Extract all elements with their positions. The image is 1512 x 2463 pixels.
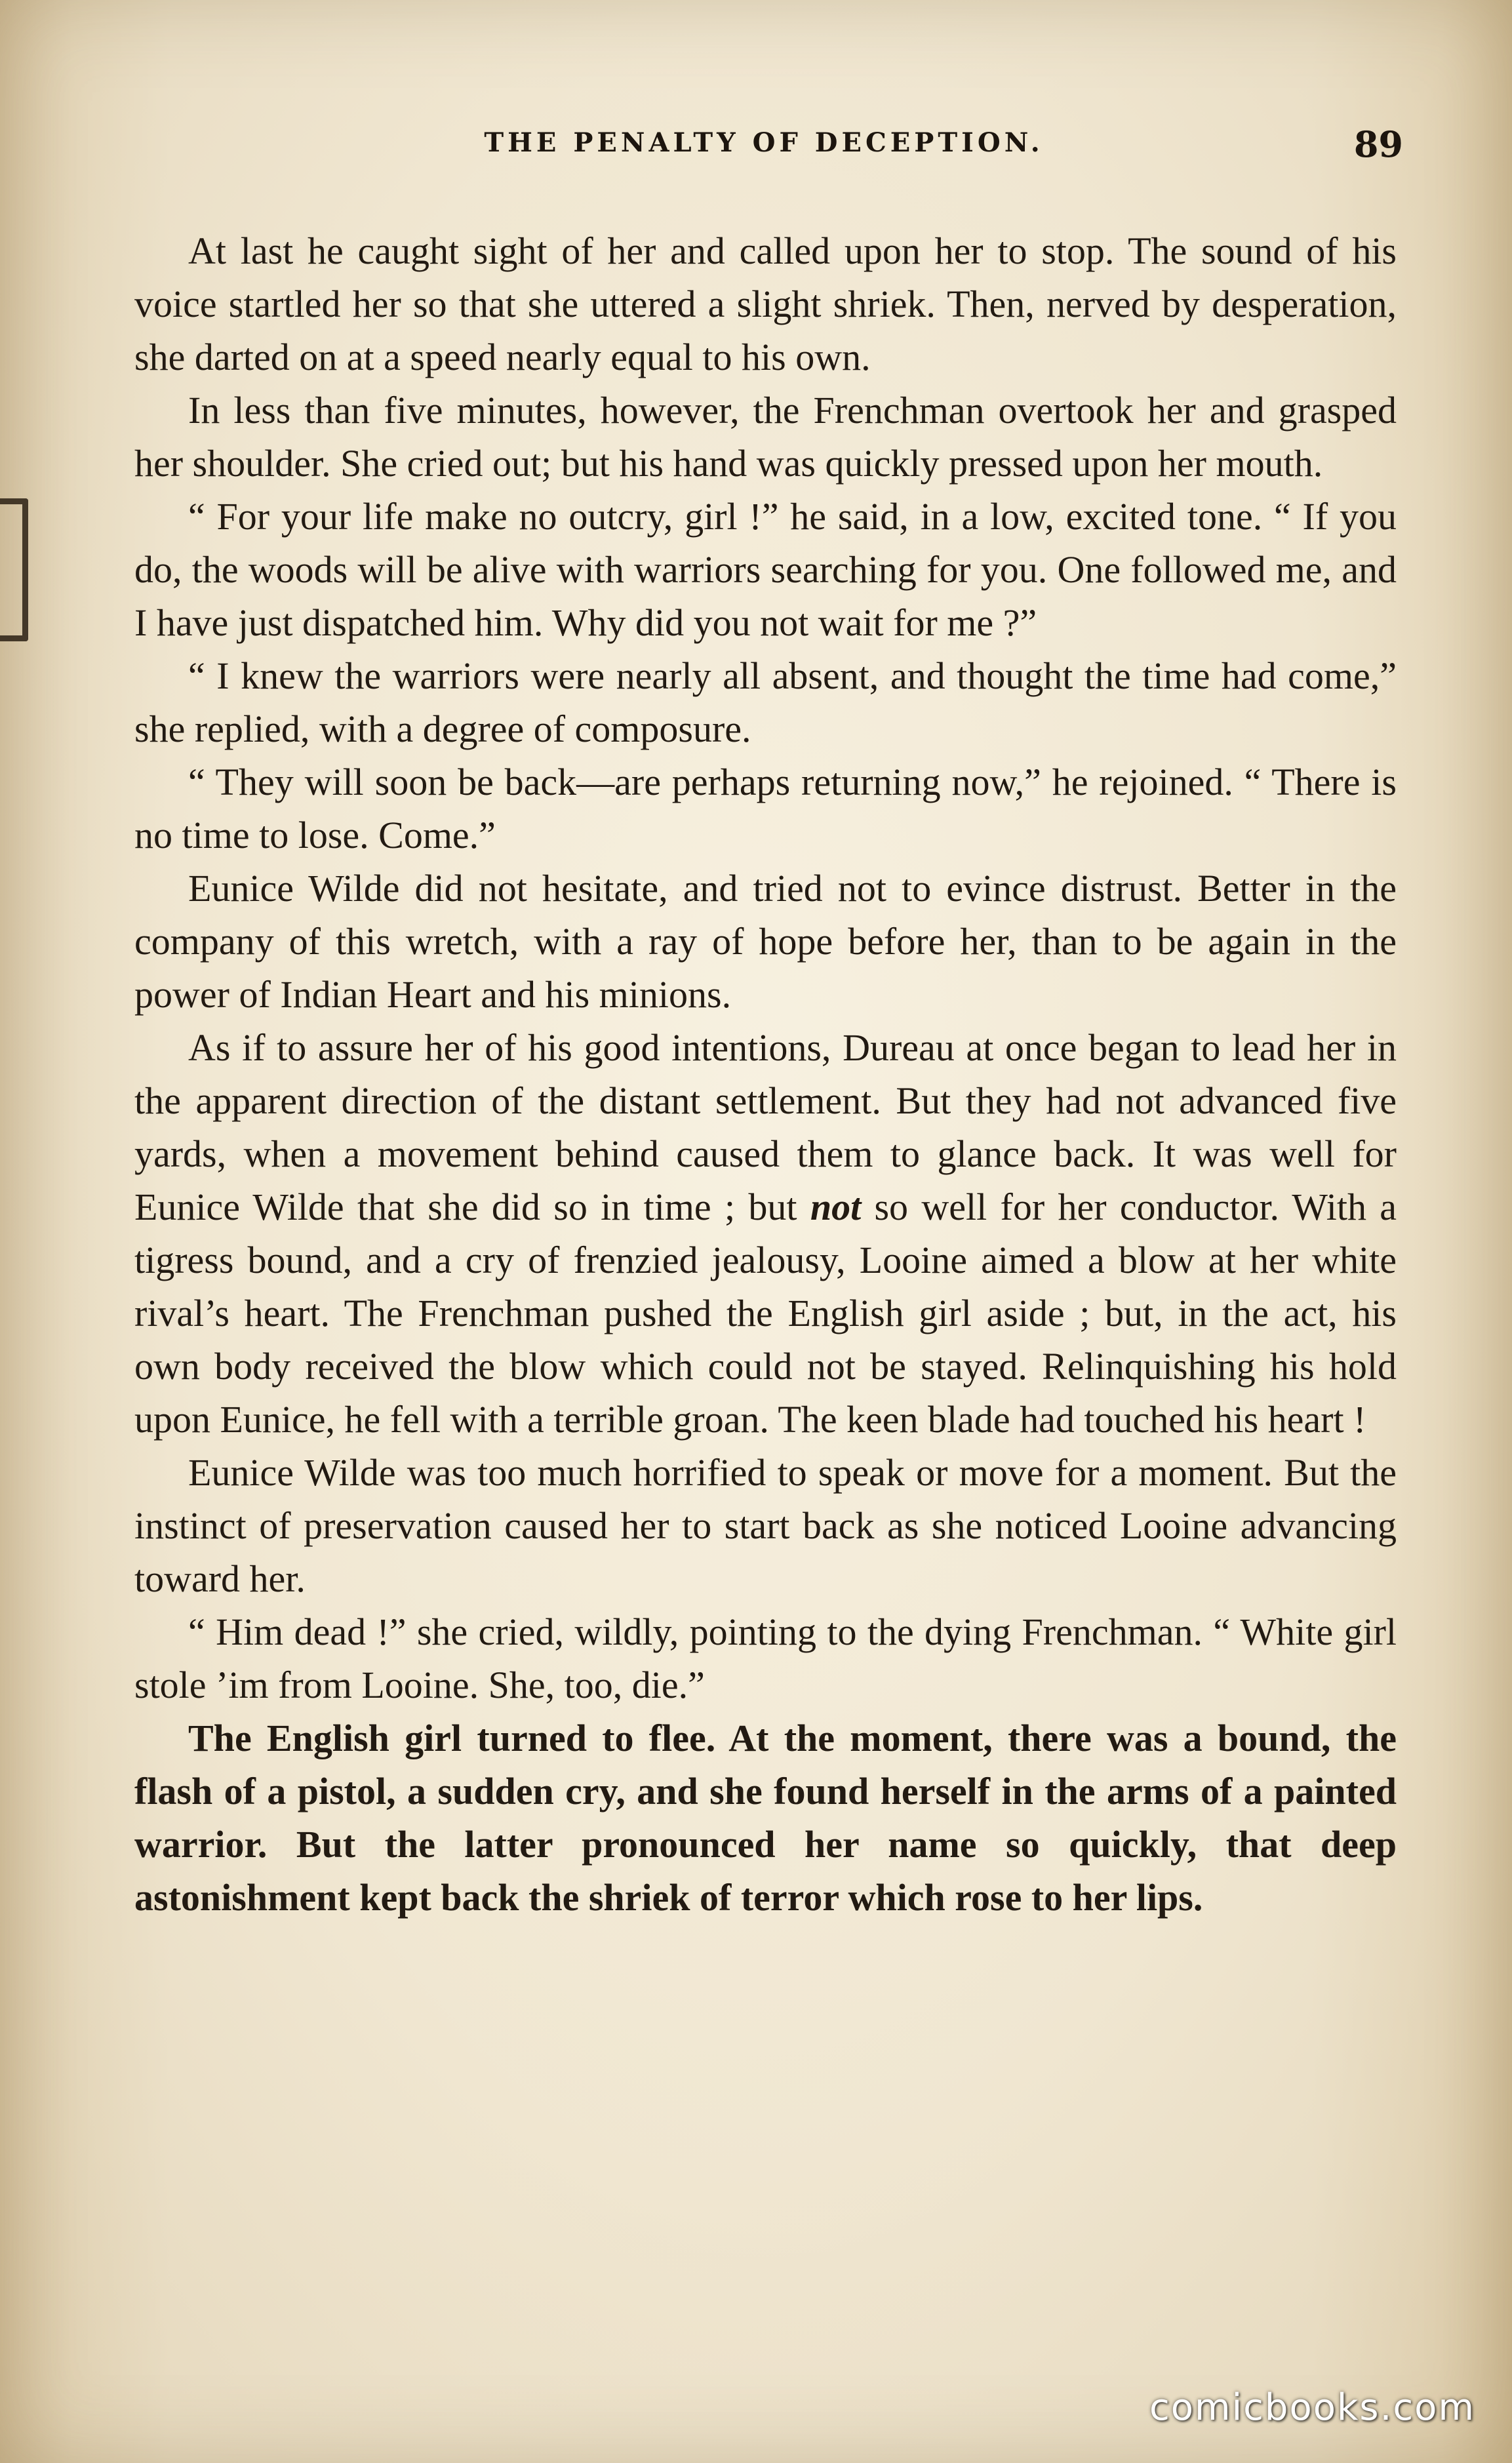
paragraph: The English girl turned to flee. At the moment, there was a bound, the flash of a pistol, a sudden cry, and she found herself in the arms of a painted warrior. But the latter pronounced her name so quickly, that deep astonishment kept back the shriek of terror which rose to her lips.	[134, 1717, 1397, 1919]
paragraph: In less than five minutes, however, the Frenchman overtook her and grasped her shoulder. She cried out; but his hand was quickly pressed upon her mouth.	[134, 389, 1397, 485]
paragraph: “ They will soon be back—are perhaps returning now,” he rejoined. “ There is no time to lose. Come.”	[134, 761, 1397, 856]
running-title: THE PENALTY OF DECEPTION.	[484, 127, 1044, 158]
paragraph: Eunice Wilde was too much horrified to speak or move for a moment. But the instinct of preservation caused her to start back as she noticed Looine advancing toward her.	[134, 1451, 1397, 1600]
paragraph-text: so well for her conductor. With a tigress bound, and a cry of frenzied jealousy, Looine aimed a blow at her white rival’s heart. The Frenchman pushed the English girl aside ; but, in the act, his own body received the blow which could not be stayed. Relinquishing his hold upon Eunice, he fell with a terrible groan. The keen blade had touched his heart !	[134, 1186, 1397, 1441]
paragraph: “ For your life make no outcry, girl !” he said, in a low, excited tone. “ If you do, the woods will be alive with warriors searching for you. One followed me, and I have just dispatched him. Why did you not wait for me ?”	[134, 495, 1397, 644]
body-text	[134, 224, 1397, 1924]
watermark: comicbooks.com	[1149, 2386, 1475, 2429]
page-header	[131, 123, 1403, 180]
paragraph: “ I knew the warriors were nearly all absent, and thought the time had come,” she replied, with a degree of composure.	[134, 654, 1397, 750]
emphasis-text: not	[810, 1186, 862, 1228]
page-number: 89	[1353, 123, 1403, 165]
paragraph: Eunice Wilde did not hesitate, and tried not to evince distrust. Better in the company of this wretch, with a ray of hope before her, than to be again in the power of Indian Heart and his minions.	[134, 867, 1397, 1016]
paragraph: At last he caught sight of her and called upon her to stop. The sound of his voice startled her so that she uttered a slight shriek. Then, nerved by desperation, she darted on at a speed nearly equal to his own.	[134, 230, 1397, 378]
paragraph-text: As if to assure her of his good intentions, Dureau at once began to lead her in the apparent direction of the distant settlement. But they had not advanced five yards, when a movement behind caused them to glance back. It was well for Eunice Wilde that she did so in time ; but	[134, 1026, 1397, 1228]
paragraph: “ Him dead !” she cried, wildly, pointing to the dying Frenchman. “ White girl stole ’im from Looine. She, too, die.”	[134, 1611, 1397, 1706]
paragraph	[134, 1021, 1397, 1446]
bracket-mark	[0, 498, 28, 641]
